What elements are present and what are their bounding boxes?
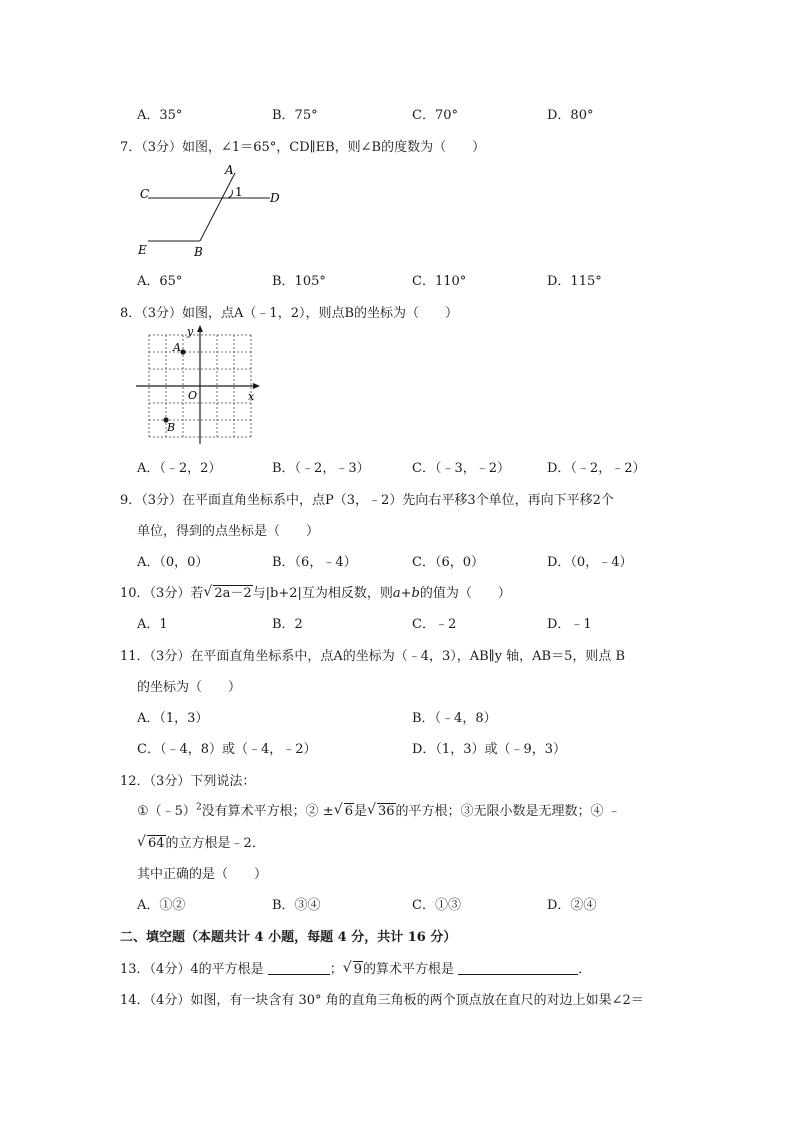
q11-option-b[interactable]: B．（﹣4，8） [412, 711, 497, 726]
q10-sqrt [203, 585, 252, 601]
q7-label-b: B [194, 245, 203, 259]
q12-l1-sup: 2 [195, 802, 202, 813]
q7-options [0, 270, 794, 290]
q12-statements-line1 [137, 800, 621, 819]
q13-sqrt-9 [343, 961, 363, 977]
q11-options-row2 [0, 738, 794, 758]
q12-question: 其中正确的是（ ） [137, 867, 268, 882]
q13-mid: ； [329, 962, 343, 977]
q12-option-c[interactable]: C．①③ [412, 898, 461, 913]
q12-stem: 12．（3分）下列说法： [120, 774, 256, 789]
section2-title: 二、填空题（本题共计 4 小题，每题 4 分，共计 16 分） [120, 930, 457, 945]
q13-stem [120, 958, 591, 977]
q8-option-d[interactable]: D．（﹣2，﹣2） [547, 461, 646, 476]
q12-sqrt-6 [334, 803, 354, 819]
q7-label-d: D [270, 191, 280, 205]
q6-option-a[interactable]: A．35° [137, 108, 183, 123]
q12-sqrt-36 [367, 803, 396, 819]
q13-radicand: 9 [353, 962, 363, 977]
q12-statements-line2 [137, 832, 265, 851]
q8-option-c[interactable]: C．（﹣3，﹣2） [412, 461, 510, 476]
q11-option-d[interactable]: D．（1，3）或（﹣9，3） [412, 742, 567, 757]
q9-stem-line1: 9．（3分）在平面直角坐标系中，点P（3，﹣2）先向右平移3个单位，再向下平移2个 [120, 493, 614, 508]
q12-radicand-36: 36 [378, 804, 395, 819]
q8-label-y: y [187, 325, 194, 338]
q13-blank-1[interactable] [268, 960, 330, 975]
q13-mid2: 的算术平方根是 [363, 962, 455, 977]
q7-label-e: E [138, 243, 147, 257]
q14-stem: 14．（4分）如图，有一块含有 30° 角的直角三角板的两个顶点放在直尺的对边上如果∠2＝ [120, 993, 644, 1008]
q9-option-c[interactable]: C．（6，0） [412, 555, 484, 570]
q6-options [0, 104, 794, 124]
q7-option-c[interactable]: C．110° [412, 274, 467, 289]
q7-line-ab [200, 173, 235, 241]
q8-stem: 8．（3分）如图，点A（﹣1，2），则点B的坐标为（ ） [120, 306, 459, 321]
q7-option-d[interactable]: D．115° [547, 274, 602, 289]
q8-label-x: x [248, 390, 255, 403]
q10-option-a[interactable]: A．1 [137, 617, 168, 632]
q7-option-a[interactable]: A．65° [137, 274, 183, 289]
q12-options [0, 894, 794, 914]
q12-l1-b: 没有算术平方根；② ± [201, 804, 334, 819]
q8-option-b[interactable]: B．（﹣2，﹣3） [272, 461, 370, 476]
q10-stem-pre: 10．（3分）若 [120, 586, 204, 601]
q12-radicand-6: 6 [344, 804, 353, 819]
q12-l1-a: ①（﹣5） [137, 804, 196, 819]
q7-angle-arc [228, 190, 232, 198]
q12-radicand-64: 64 [148, 836, 165, 851]
q7-label-c: C [140, 187, 150, 201]
q8-options [0, 457, 794, 477]
q8-label-origin: O [188, 389, 198, 402]
q8-figure [130, 322, 270, 447]
q7-figure [130, 158, 290, 263]
q9-options [0, 551, 794, 571]
q10-stem-var: a+b [392, 586, 420, 601]
q8-label-b: B [167, 421, 176, 434]
q10-stem-mid: 与|b+2|互为相反数，则 [252, 586, 393, 601]
q12-option-d[interactable]: D．②④ [547, 898, 597, 913]
q9-option-a[interactable]: A．（0，0） [137, 555, 209, 570]
q13-pre: 13．（4分）4的平方根是 [120, 962, 264, 977]
q7-label-a: A [225, 163, 234, 177]
q11-option-c[interactable]: C．（﹣4，8）或（﹣4，﹣2） [137, 742, 317, 757]
q13-blank-2[interactable] [458, 960, 578, 975]
q7-label-angle: 1 [235, 185, 243, 199]
q10-option-c[interactable]: C．﹣2 [412, 617, 457, 632]
q7-stem: 7．（3分）如图，∠1＝65°，CD∥EB，则∠B的度数为（ ） [120, 140, 486, 155]
q10-radicand: 2a－2 [214, 586, 252, 601]
q8-x-arrow [253, 383, 260, 389]
q9-option-b[interactable]: B．（6，﹣4） [272, 555, 357, 570]
q8-y-arrow [197, 325, 203, 332]
q12-l1-d: 的平方根；③无限小数是无理数；④ ﹣ [395, 804, 621, 819]
q8-option-a[interactable]: A．（﹣2，2） [137, 461, 222, 476]
q7-option-b[interactable]: B．105° [272, 274, 326, 289]
q6-option-b[interactable]: B．75° [272, 108, 318, 123]
q11-options-row1 [0, 707, 794, 727]
q12-l1-c: 是 [353, 804, 367, 819]
q6-option-d[interactable]: D．80° [547, 108, 594, 123]
q10-option-d[interactable]: D．﹣1 [547, 617, 592, 632]
q10-stem [120, 582, 511, 601]
q6-option-c[interactable]: C．70° [412, 108, 458, 123]
q9-option-d[interactable]: D．（0，﹣4） [547, 555, 633, 570]
q12-option-a[interactable]: A．①② [137, 898, 186, 913]
q13-post: ． [578, 962, 592, 977]
q11-stem-line1: 11．（3分）在平面直角坐标系中，点A的坐标为（﹣4，3），AB∥y 轴，AB＝5，则点 B [120, 649, 626, 664]
q10-options [0, 613, 794, 633]
q10-stem-post: 的值为（ ） [419, 586, 511, 601]
q11-stem-line2: 的坐标为（ ） [137, 680, 242, 695]
q8-point-a [180, 349, 185, 354]
q8-label-a: A [173, 341, 181, 354]
q12-l2-post: 的立方根是﹣2． [165, 836, 265, 851]
q11-option-a[interactable]: A．（1，3） [137, 711, 209, 726]
q12-option-b[interactable]: B．③④ [272, 898, 321, 913]
q12-sqrt-64 [137, 835, 166, 851]
q10-option-b[interactable]: B．2 [272, 617, 303, 632]
q9-stem-line2: 单位，得到的点坐标是（ ） [137, 524, 320, 539]
